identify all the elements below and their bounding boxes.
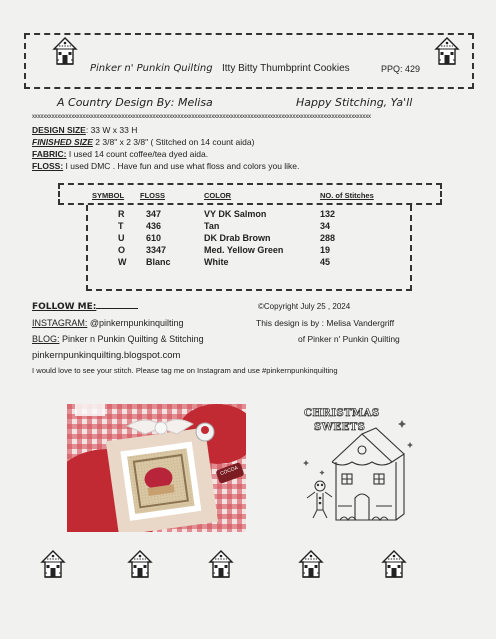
sweets-text: SWEETS xyxy=(314,422,366,433)
row-symbol: T xyxy=(118,221,124,231)
row-symbol: R xyxy=(118,209,125,219)
gingerbread-house-icon xyxy=(38,549,68,579)
row-floss: Blanc xyxy=(146,257,171,267)
instagram-handle: @pinkernpunkinquilting xyxy=(87,318,184,328)
floss-table xyxy=(90,191,430,291)
row-symbol: U xyxy=(118,233,125,243)
blog-label: BLOG: xyxy=(32,334,60,344)
follow-me xyxy=(32,300,138,312)
row-floss: 347 xyxy=(146,209,162,219)
design-by: This design is by : Melisa Vandergriff xyxy=(256,318,395,328)
finished-size-label: FINISHED SIZE xyxy=(32,137,93,147)
fabric-value: I used 14 count coffee/tea dyed aida. xyxy=(66,149,209,159)
row-color: Med. Yellow Green xyxy=(204,245,284,255)
instagram[interactable] xyxy=(32,318,184,328)
header-stitches: NO. of Stitches xyxy=(320,191,374,200)
finished-size xyxy=(32,137,254,147)
blogspot-link[interactable]: pinkernpunkinquilting.blogspot.com xyxy=(32,350,181,361)
blog-name: Pinker n Punkin Quilting & Stitching xyxy=(59,334,204,344)
cocoa-tag: COCOA xyxy=(219,465,239,477)
row-stitches: 19 xyxy=(320,245,331,255)
row-color: White xyxy=(204,257,229,267)
photo-illustration xyxy=(67,404,246,532)
gingerbread-house-icon xyxy=(296,549,326,579)
gingerbread-house-icon xyxy=(125,549,155,579)
pattern-title: Itty Bitty Thumbprint Cookies xyxy=(222,63,350,74)
header-color: COLOR xyxy=(204,191,232,200)
row-stitches: 132 xyxy=(320,209,336,219)
x-divider: xxxxxxxxxxxxxxxxxxxxxxxxxxxxxxxxxxxxxxxxxxxxxxxxxxxxxxxxxxxxxxxxxxxxxxxxxxxxxxxxxxxxxxxxxxxxxxxxxxxxxxxxxxxxxxxxxxxxxxxxx xyxy=(32,114,371,120)
gingerbread-house-drawing xyxy=(292,402,422,532)
gingerbread-house-icon xyxy=(379,549,409,579)
design-size-value: : 33 W x 33 H xyxy=(85,125,138,135)
stitched-photo xyxy=(67,404,246,532)
row-color: DK Drab Brown xyxy=(204,233,271,243)
row-stitches: 45 xyxy=(320,257,331,267)
header-symbol: SYMBOL xyxy=(92,191,125,200)
row-floss: 610 xyxy=(146,233,162,243)
follow-label: FOLLOW ME: xyxy=(32,302,97,312)
gingerbread-house-icon xyxy=(432,36,462,66)
row-symbol: O xyxy=(118,245,126,255)
gingerbread-house-icon xyxy=(50,36,80,66)
row-color: VY DK Salmon xyxy=(204,209,267,219)
of-shop: of Pinker n' Punkin Quilting xyxy=(298,334,400,344)
gingerbread-house-icon xyxy=(206,549,236,579)
design-size xyxy=(32,125,137,135)
header-box xyxy=(24,33,474,89)
shop-name: Pinker n' Punkin Quilting xyxy=(90,63,213,74)
header-floss: FLOSS xyxy=(140,191,166,200)
instagram-label: INSTAGRAM: xyxy=(32,318,88,328)
finished-size-value: 2 3/8" x 2 3/8" ( Stitched on 14 count aida) xyxy=(92,137,255,147)
row-floss: 3347 xyxy=(146,245,167,255)
design-size-label: DESIGN SIZE xyxy=(32,125,86,135)
floss-value: I used DMC . Have fun and use what floss and colors you like. xyxy=(63,161,300,171)
follow-underline xyxy=(96,300,138,309)
christmas-sweets-illustration xyxy=(292,402,422,532)
happy-stitching: Happy Stitching, Ya'll xyxy=(296,96,413,109)
ppq-number: PPQ: 429 xyxy=(381,64,421,74)
blog[interactable] xyxy=(32,334,204,344)
row-stitches: 288 xyxy=(320,233,336,243)
tag-note: I would love to see your stitch. Please tag me on Instagram and use #pinkernpunkinquilting xyxy=(32,366,338,375)
designer-line: A Country Design By: Melisa xyxy=(57,96,213,109)
christmas-text: CHRISTMAS xyxy=(304,408,380,419)
row-symbol: W xyxy=(118,257,127,267)
row-stitches: 34 xyxy=(320,221,331,231)
copyright: ©Copyright July 25 , 2024 xyxy=(258,302,351,311)
fabric-label: FABRIC: xyxy=(32,149,67,159)
fabric xyxy=(32,149,208,159)
row-floss: 436 xyxy=(146,221,162,231)
row-color: Tan xyxy=(204,221,220,231)
floss xyxy=(32,161,299,171)
floss-label: FLOSS: xyxy=(32,161,64,171)
